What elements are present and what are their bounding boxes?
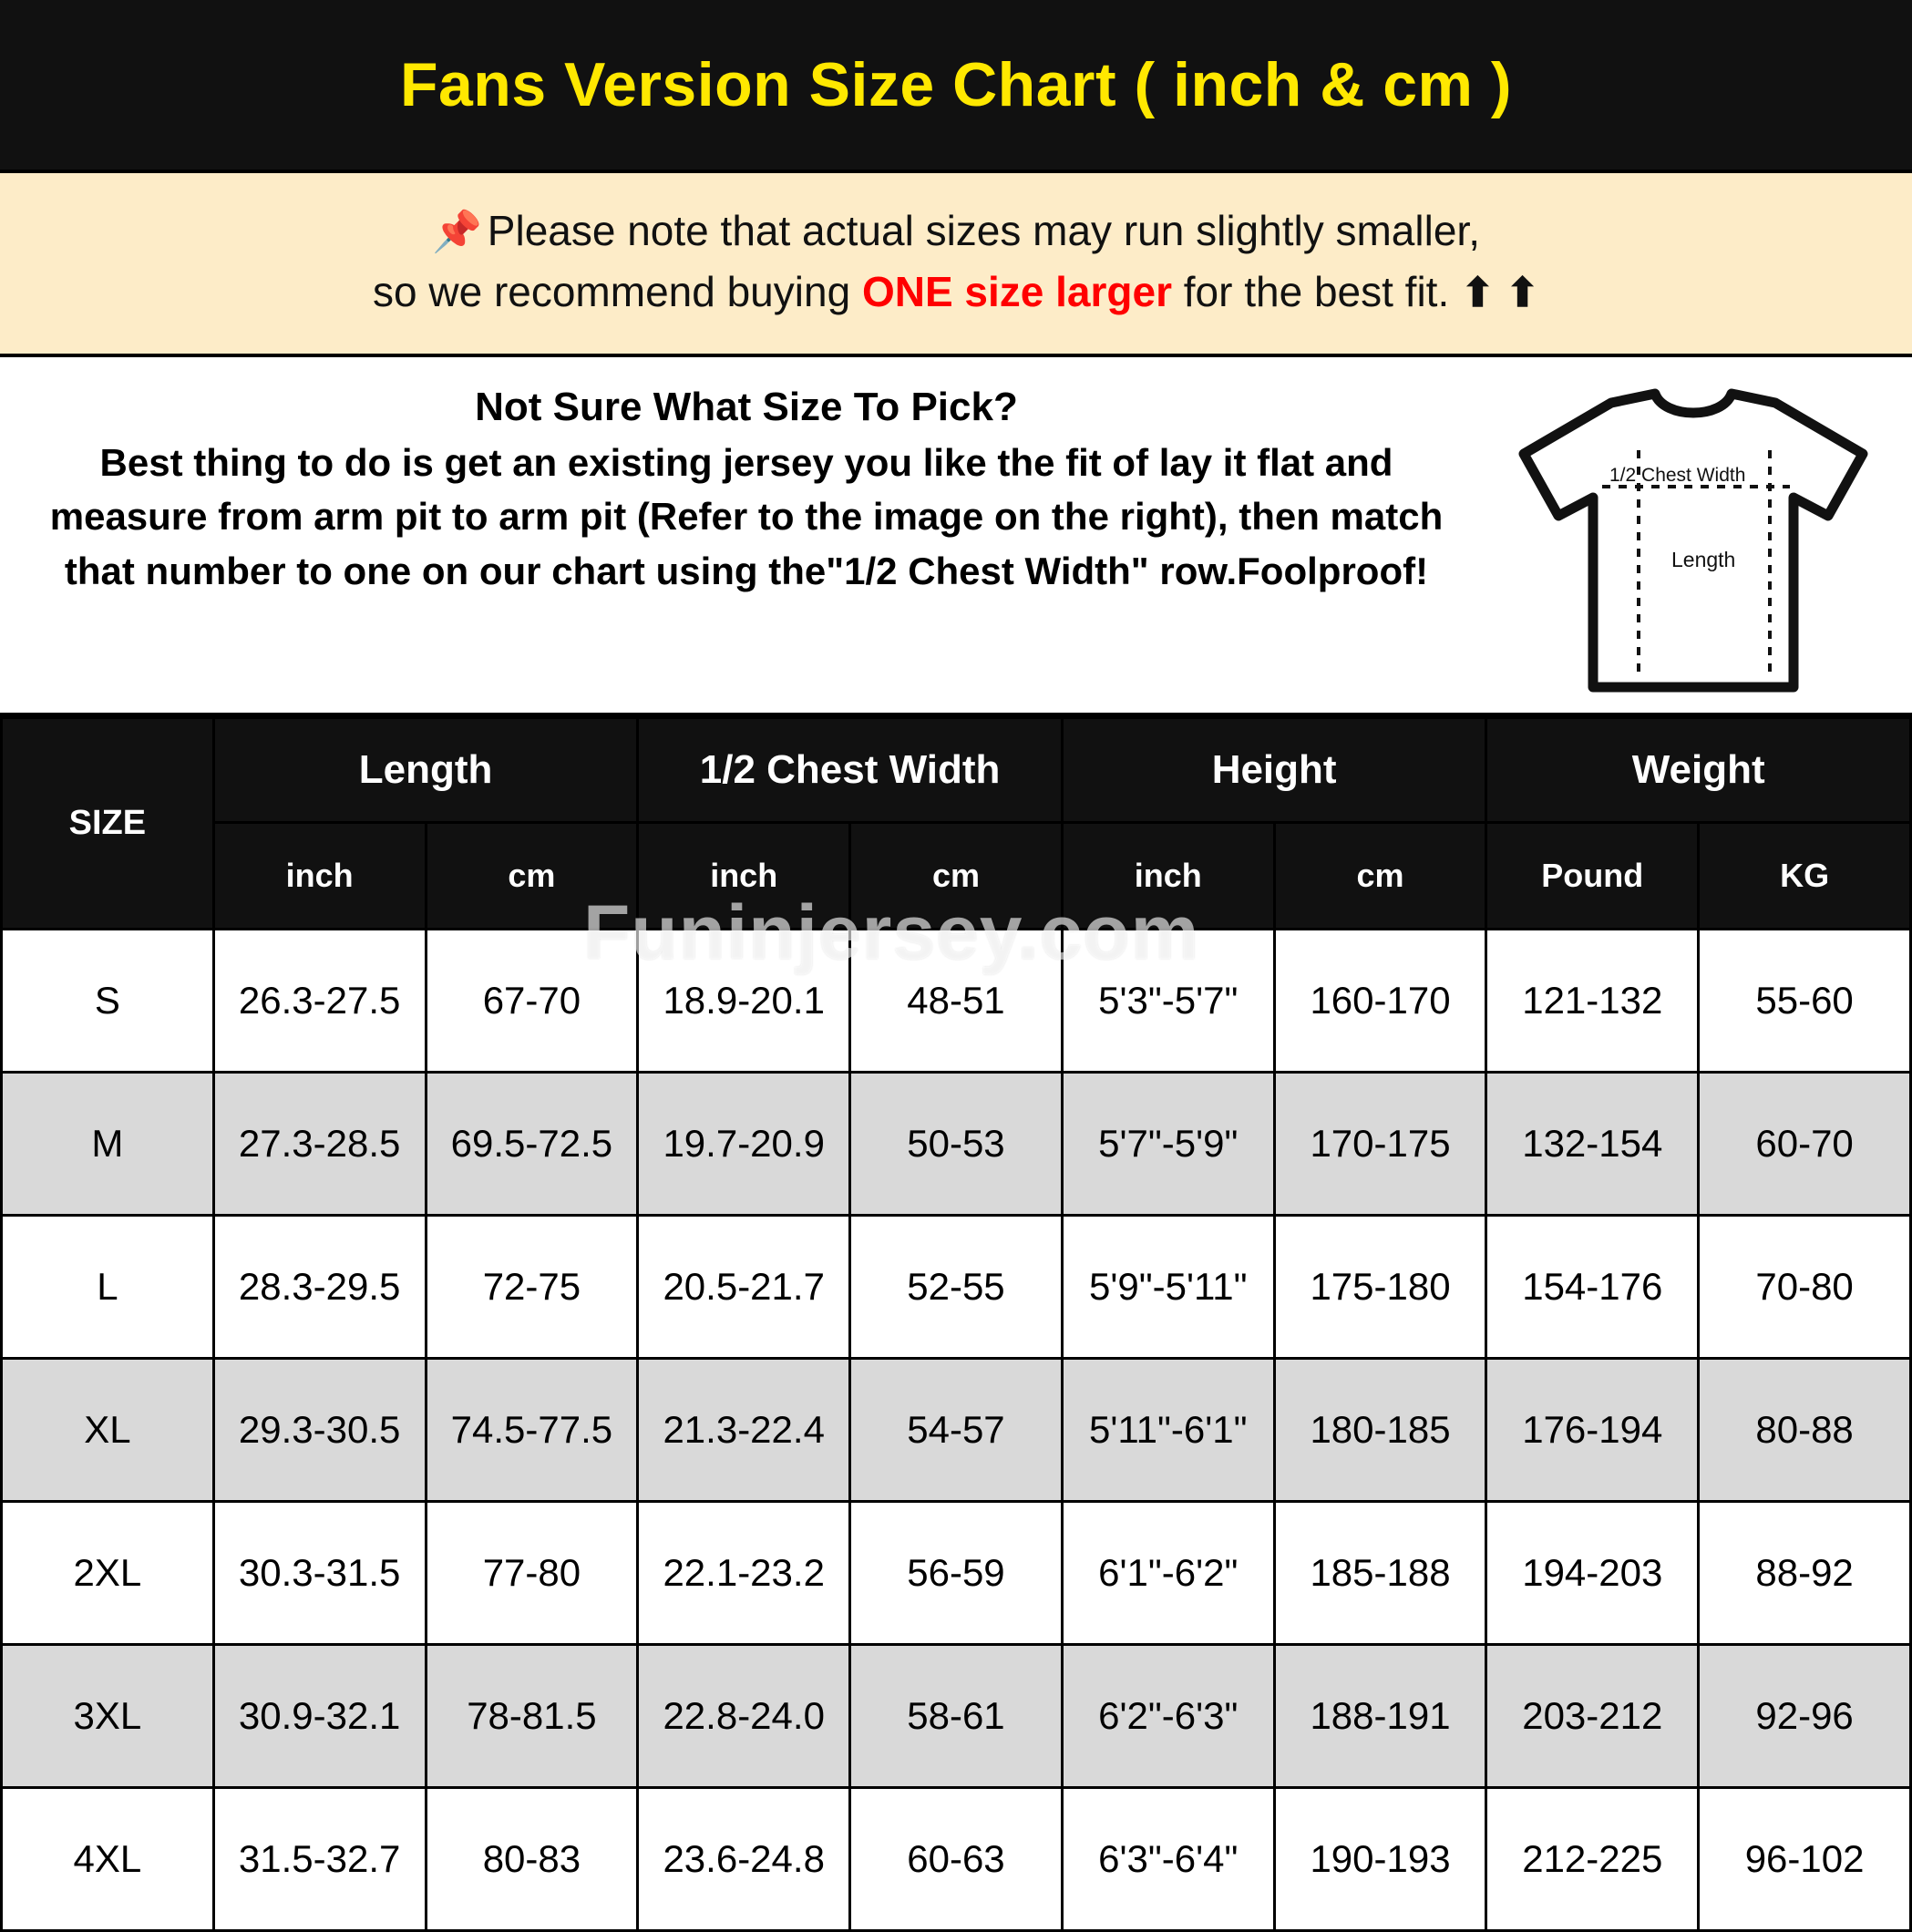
cell-size: M (2, 1072, 214, 1215)
advice-body: Best thing to do is get an existing jersey you like the fit of lay it flat and measure from arm pit to arm pit (Refer to the image on the right), then match that number to one on our chart using the"1/2 Chest Width" row.Foolproof! (49, 440, 1444, 592)
header-unit-length-cm: cm (426, 822, 638, 929)
pushpin-icon: 📌 (432, 210, 482, 254)
cell-size: XL (2, 1358, 214, 1501)
cell-weight-pound: 154-176 (1486, 1215, 1699, 1358)
table-unit-header-row (2, 822, 1911, 929)
cell-chest-inch: 22.8-24.0 (638, 1644, 850, 1787)
cell-height-cm: 188-191 (1274, 1644, 1486, 1787)
cell-length-cm: 80-83 (426, 1787, 638, 1930)
cell-chest-cm: 52-55 (850, 1215, 1063, 1358)
table-row (2, 1072, 1911, 1215)
note-banner (0, 173, 1912, 357)
cell-chest-cm: 60-63 (850, 1787, 1063, 1930)
table-body (2, 929, 1911, 1930)
cell-height-inch: 5'9"-5'11" (1062, 1215, 1274, 1358)
cell-length-cm: 69.5-72.5 (426, 1072, 638, 1215)
cell-height-inch: 5'7"-5'9" (1062, 1072, 1274, 1215)
header-size: SIZE (2, 717, 214, 929)
header-unit-chest-cm: cm (850, 822, 1063, 929)
page-title: Fans Version Size Chart ( inch & cm ) (399, 50, 1513, 119)
note-text-2a: so we recommend buying (373, 267, 862, 315)
cell-weight-kg: 70-80 (1699, 1215, 1911, 1358)
cell-length-inch: 28.3-29.5 (213, 1215, 426, 1358)
advice-text-block (9, 377, 1484, 599)
cell-weight-pound: 132-154 (1486, 1072, 1699, 1215)
table-row (2, 1787, 1911, 1930)
cell-height-inch: 6'2"-6'3" (1062, 1644, 1274, 1787)
cell-weight-pound: 194-203 (1486, 1501, 1699, 1644)
header-unit-chest-inch: inch (638, 822, 850, 929)
cell-weight-kg: 55-60 (1699, 929, 1911, 1072)
tee-chest-label: 1/2 Chest Width (1609, 464, 1746, 486)
note-highlight: ONE size larger (861, 267, 1172, 315)
header-group-weight: Weight (1486, 717, 1911, 822)
cell-length-cm: 78-81.5 (426, 1644, 638, 1787)
note-line-1 (36, 200, 1876, 262)
cell-size: L (2, 1215, 214, 1358)
cell-height-inch: 5'3"-5'7" (1062, 929, 1274, 1072)
cell-length-inch: 26.3-27.5 (213, 929, 426, 1072)
note-line-2 (36, 262, 1876, 323)
cell-chest-inch: 22.1-23.2 (638, 1501, 850, 1644)
cell-chest-inch: 23.6-24.8 (638, 1787, 850, 1930)
cell-height-inch: 6'3"-6'4" (1062, 1787, 1274, 1930)
header-unit-weight-pound: Pound (1486, 822, 1699, 929)
cell-weight-kg: 96-102 (1699, 1787, 1911, 1930)
cell-length-cm: 67-70 (426, 929, 638, 1072)
note-text-1: Please note that actual sizes may run slightly smaller, (487, 207, 1480, 254)
cell-weight-pound: 212-225 (1486, 1787, 1699, 1930)
cell-chest-inch: 18.9-20.1 (638, 929, 850, 1072)
cell-chest-cm: 56-59 (850, 1501, 1063, 1644)
header-group-height: Height (1062, 717, 1486, 822)
header-group-length: Length (213, 717, 638, 822)
note-text-2b: for the best fit. (1171, 267, 1462, 315)
cell-height-cm: 160-170 (1274, 929, 1486, 1072)
cell-weight-kg: 92-96 (1699, 1644, 1911, 1787)
cell-chest-inch: 20.5-21.7 (638, 1215, 850, 1358)
table-head (2, 717, 1911, 929)
header-unit-length-inch: inch (213, 822, 426, 929)
table-row (2, 1215, 1911, 1358)
cell-height-cm: 180-185 (1274, 1358, 1486, 1501)
advice-section (0, 357, 1912, 716)
cell-length-cm: 77-80 (426, 1501, 638, 1644)
cell-length-inch: 29.3-30.5 (213, 1358, 426, 1501)
cell-weight-pound: 176-194 (1486, 1358, 1699, 1501)
cell-height-cm: 190-193 (1274, 1787, 1486, 1930)
cell-size: 4XL (2, 1787, 214, 1930)
cell-weight-kg: 88-92 (1699, 1501, 1911, 1644)
cell-weight-pound: 121-132 (1486, 929, 1699, 1072)
cell-length-inch: 27.3-28.5 (213, 1072, 426, 1215)
tee-length-label: Length (1671, 547, 1736, 571)
title-bar (0, 0, 1912, 173)
cell-size: S (2, 929, 214, 1072)
tshirt-illustration (1484, 377, 1903, 696)
cell-height-inch: 5'11"-6'1" (1062, 1358, 1274, 1501)
header-unit-height-inch: inch (1062, 822, 1274, 929)
cell-chest-cm: 54-57 (850, 1358, 1063, 1501)
header-group-chest: 1/2 Chest Width (638, 717, 1063, 822)
cell-chest-inch: 19.7-20.9 (638, 1072, 850, 1215)
cell-height-cm: 185-188 (1274, 1501, 1486, 1644)
cell-chest-cm: 50-53 (850, 1072, 1063, 1215)
header-unit-height-cm: cm (1274, 822, 1486, 929)
cell-length-inch: 31.5-32.7 (213, 1787, 426, 1930)
cell-weight-pound: 203-212 (1486, 1644, 1699, 1787)
tshirt-measure-icon (1502, 386, 1885, 696)
cell-size: 2XL (2, 1501, 214, 1644)
cell-weight-kg: 60-70 (1699, 1072, 1911, 1215)
header-unit-weight-kg: KG (1699, 822, 1911, 929)
cell-length-inch: 30.3-31.5 (213, 1501, 426, 1644)
cell-height-cm: 170-175 (1274, 1072, 1486, 1215)
cell-chest-cm: 58-61 (850, 1644, 1063, 1787)
cell-height-cm: 175-180 (1274, 1215, 1486, 1358)
table-row (2, 1501, 1911, 1644)
cell-length-cm: 74.5-77.5 (426, 1358, 638, 1501)
arrow-up-icon: ⬆ ⬆ (1461, 270, 1539, 315)
cell-height-inch: 6'1"-6'2" (1062, 1501, 1274, 1644)
cell-chest-inch: 21.3-22.4 (638, 1358, 850, 1501)
table-row (2, 1358, 1911, 1501)
advice-heading: Not Sure What Size To Pick? (475, 384, 1018, 429)
table-row (2, 929, 1911, 1072)
watermark: Funinjersey.com (583, 889, 1200, 975)
cell-chest-cm: 48-51 (850, 929, 1063, 1072)
table-group-header-row (2, 717, 1911, 822)
size-table (0, 716, 1912, 1932)
cell-weight-kg: 80-88 (1699, 1358, 1911, 1501)
cell-length-inch: 30.9-32.1 (213, 1644, 426, 1787)
table-row (2, 1644, 1911, 1787)
cell-size: 3XL (2, 1644, 214, 1787)
cell-length-cm: 72-75 (426, 1215, 638, 1358)
